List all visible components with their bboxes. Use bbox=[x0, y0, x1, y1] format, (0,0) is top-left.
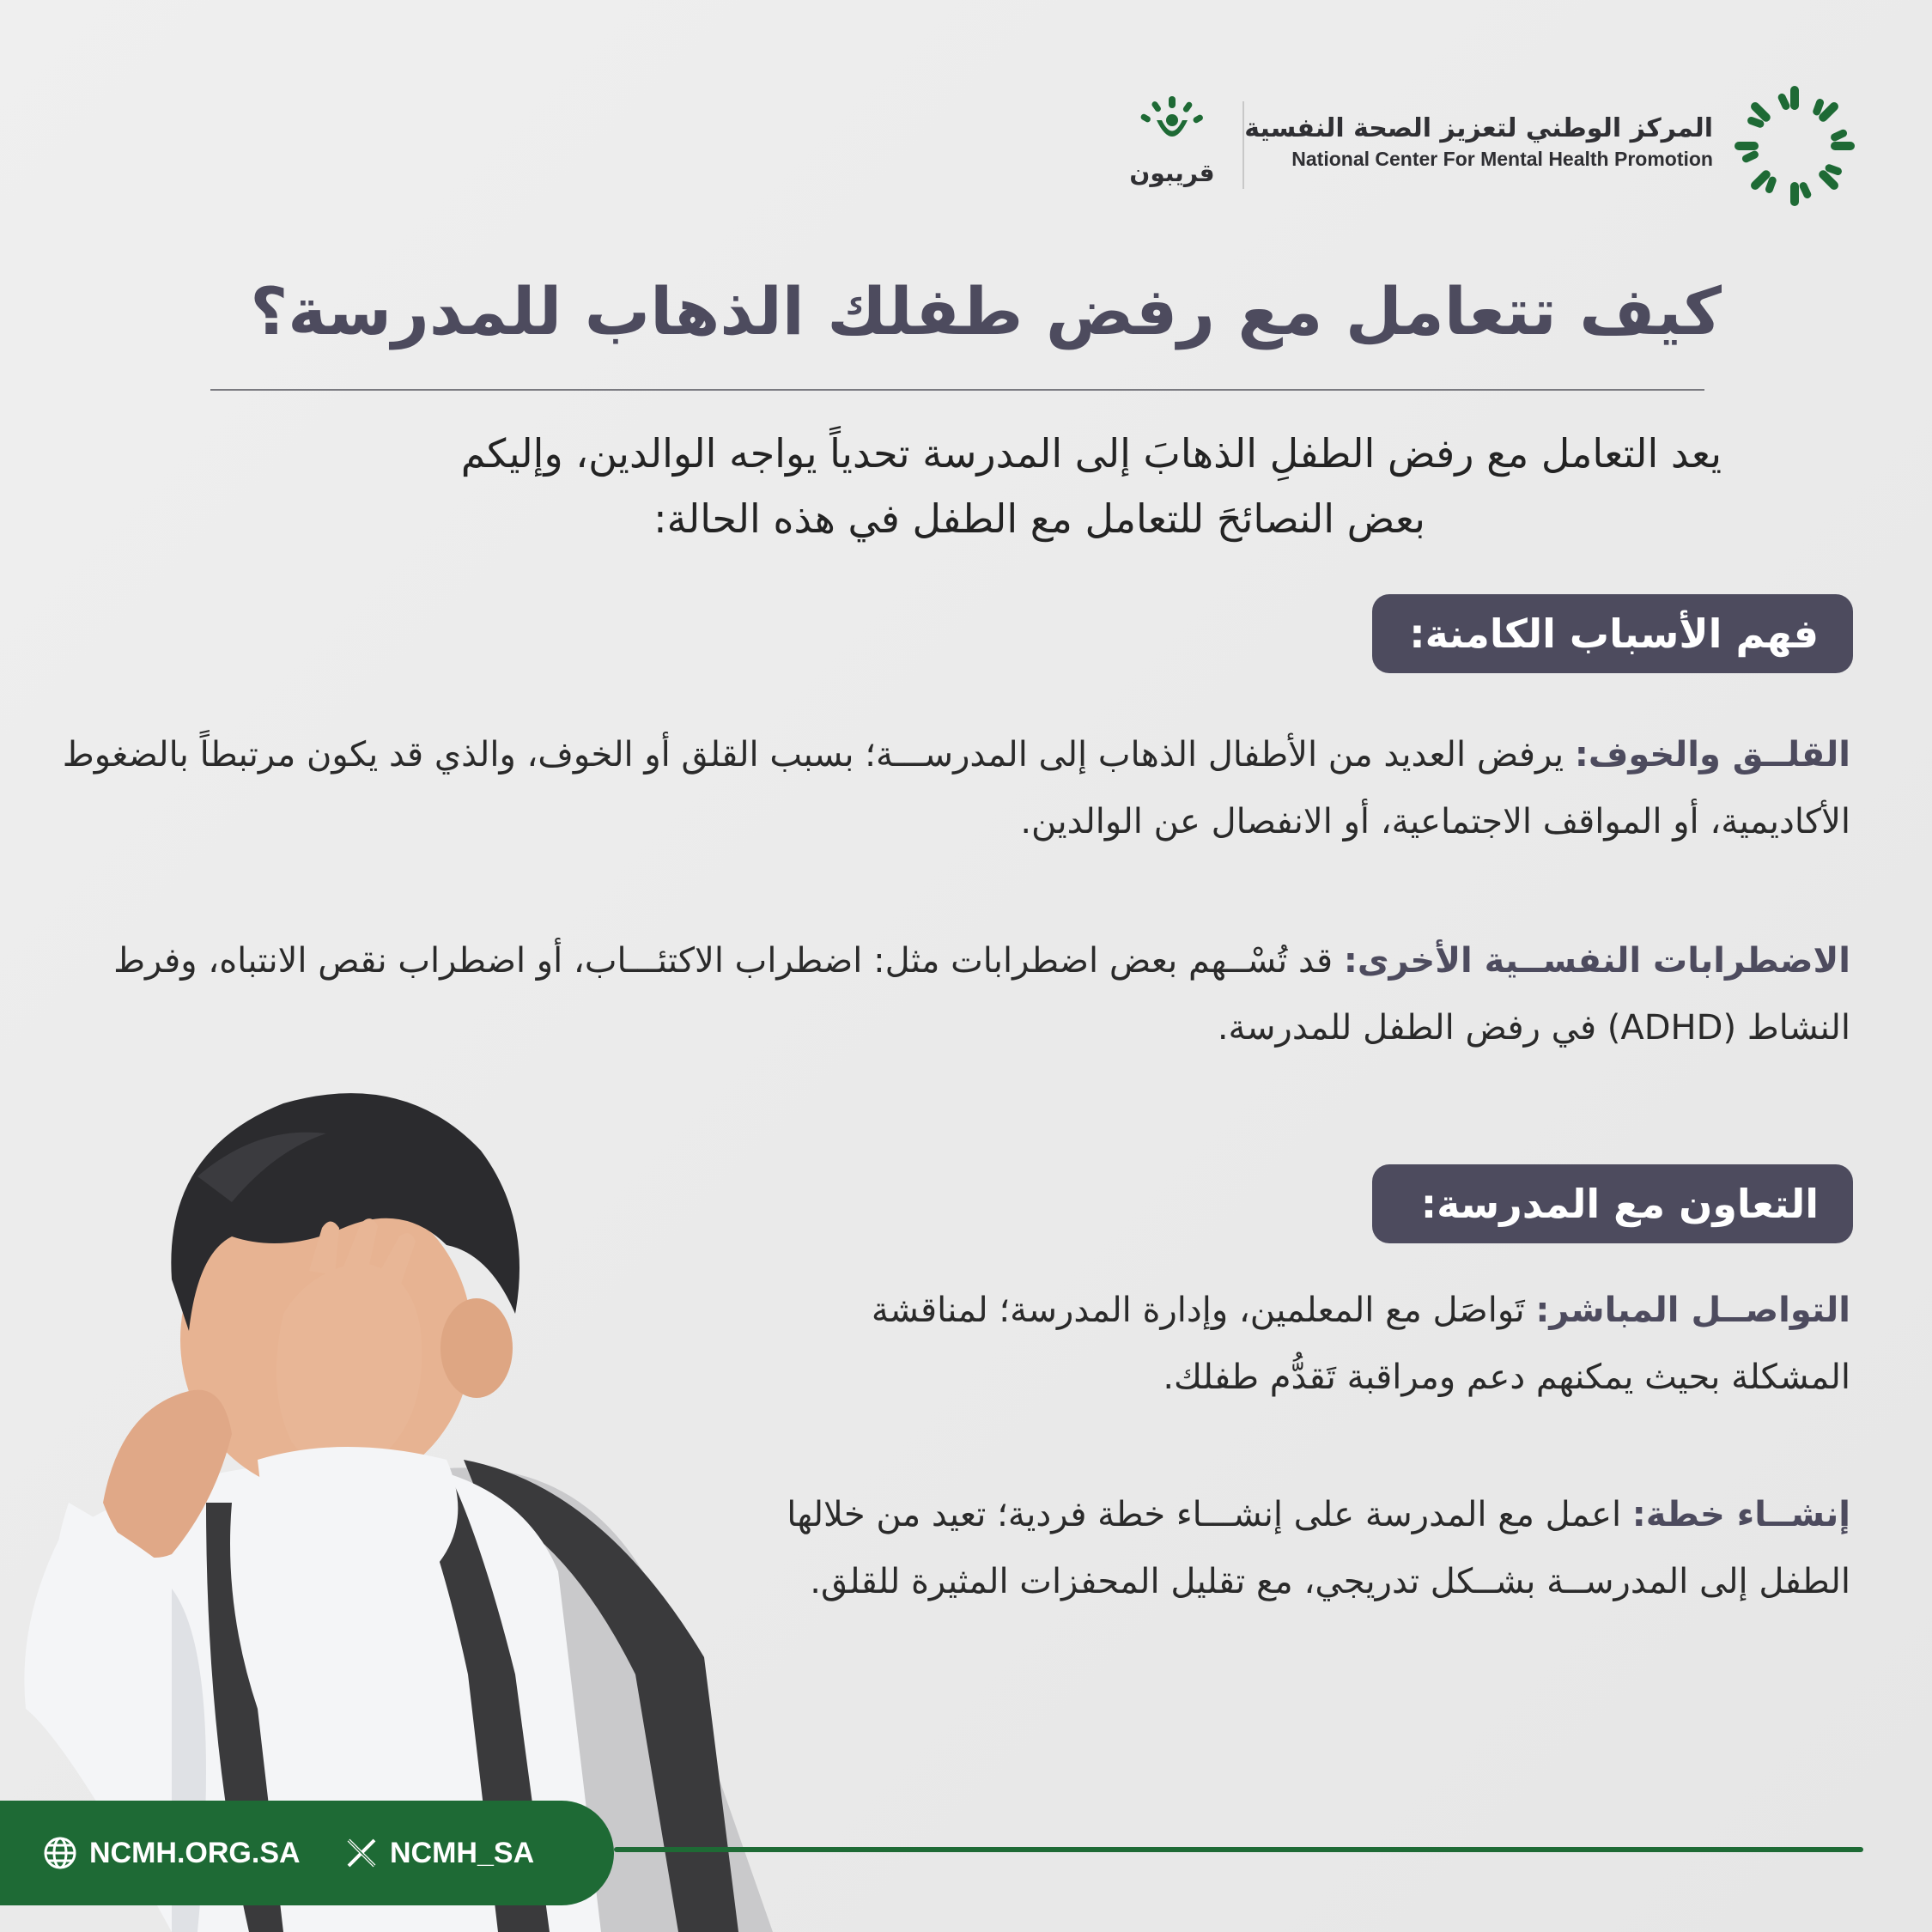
qaribun-logo-icon bbox=[1138, 94, 1206, 155]
section-heading-school-cooperation: التعاون مع المدرسة: bbox=[1372, 1164, 1853, 1243]
footer-divider-line bbox=[614, 1847, 1863, 1852]
tip-create-plan bbox=[786, 1481, 1850, 1615]
intro-paragraph bbox=[150, 421, 1722, 551]
page-title: كيف تتعامل مع رفض طفلك الذهاب للمدرسة؟ bbox=[250, 273, 1722, 349]
title-divider bbox=[210, 389, 1704, 391]
x-logo-icon bbox=[345, 1837, 378, 1869]
tip-lead: الاضطرابات النفســية الأخرى: bbox=[1343, 941, 1850, 981]
section-heading-causes: فهم الأسباب الكامنة: bbox=[1372, 594, 1853, 673]
header-divider bbox=[1242, 101, 1244, 189]
website-link[interactable] bbox=[43, 1801, 301, 1905]
org-name-arabic: المركز الوطني لتعزيز الصحة النفسية bbox=[1244, 113, 1713, 143]
tip-lead: إنشــاء خطة: bbox=[1631, 1495, 1850, 1534]
tip-text: يرفض العديد من الأطفال الذهاب إلى المدرســـة؛ بسبب القلق أو الخوف، والذي قد يكون مرتبطاً بالضغوط الأكاديمية، أو المواقف الاجتماعية، أو الانفصال عن الوالدين. bbox=[62, 735, 1850, 841]
tip-text: تَواصَل مع المعلمين، وإدارة المدرسة؛ لمناقشة المشكلة بحيث يمكنهم دعم ومراقبة تَقدُّم طفلك. bbox=[871, 1291, 1850, 1397]
intro-line-1: يعد التعامل مع رفض الطفلِ الذهابَ إلى المدرسة تحدياً يواجه الوالدين، وإليكم bbox=[460, 430, 1722, 477]
org-name-english: National Center For Mental Health Promotion bbox=[1291, 148, 1713, 170]
tip-lead: القلــق والخوف: bbox=[1574, 735, 1850, 775]
x-handle-text: NCMH_SA bbox=[390, 1836, 535, 1869]
tip-lead: التواصــل المباشر: bbox=[1535, 1291, 1850, 1330]
x-account-link[interactable] bbox=[345, 1801, 534, 1905]
globe-icon bbox=[43, 1836, 77, 1870]
footer-contact-bar bbox=[0, 1801, 614, 1905]
qaribun-logo-text: قريبون bbox=[1129, 159, 1215, 187]
tip-other-disorders bbox=[56, 927, 1850, 1061]
ncmh-logo-icon bbox=[1730, 82, 1859, 210]
website-text: NCMH.ORG.SA bbox=[89, 1836, 301, 1869]
tip-direct-communication bbox=[786, 1277, 1850, 1411]
tip-text: قد تُسْــهم بعض اضطرابات مثل: اضطراب الاكتئـــاب، أو اضطراب نقص الانتباه، وفرط النشاط (ADHD) في رفض الطفل للمدرسة. bbox=[113, 941, 1850, 1048]
tip-text: اعمل مع المدرسة على إنشـــاء خطة فردية؛ تعيد من خلالها الطفل إلى المدرســة بشــكل تدريجي، مع تقليل المحفزات المثيرة للقلق. bbox=[787, 1495, 1850, 1601]
tip-anxiety-fear bbox=[56, 721, 1850, 855]
intro-line-2: بعض النصائحَ للتعامل مع الطفل في هذه الحالة: bbox=[653, 495, 1425, 542]
